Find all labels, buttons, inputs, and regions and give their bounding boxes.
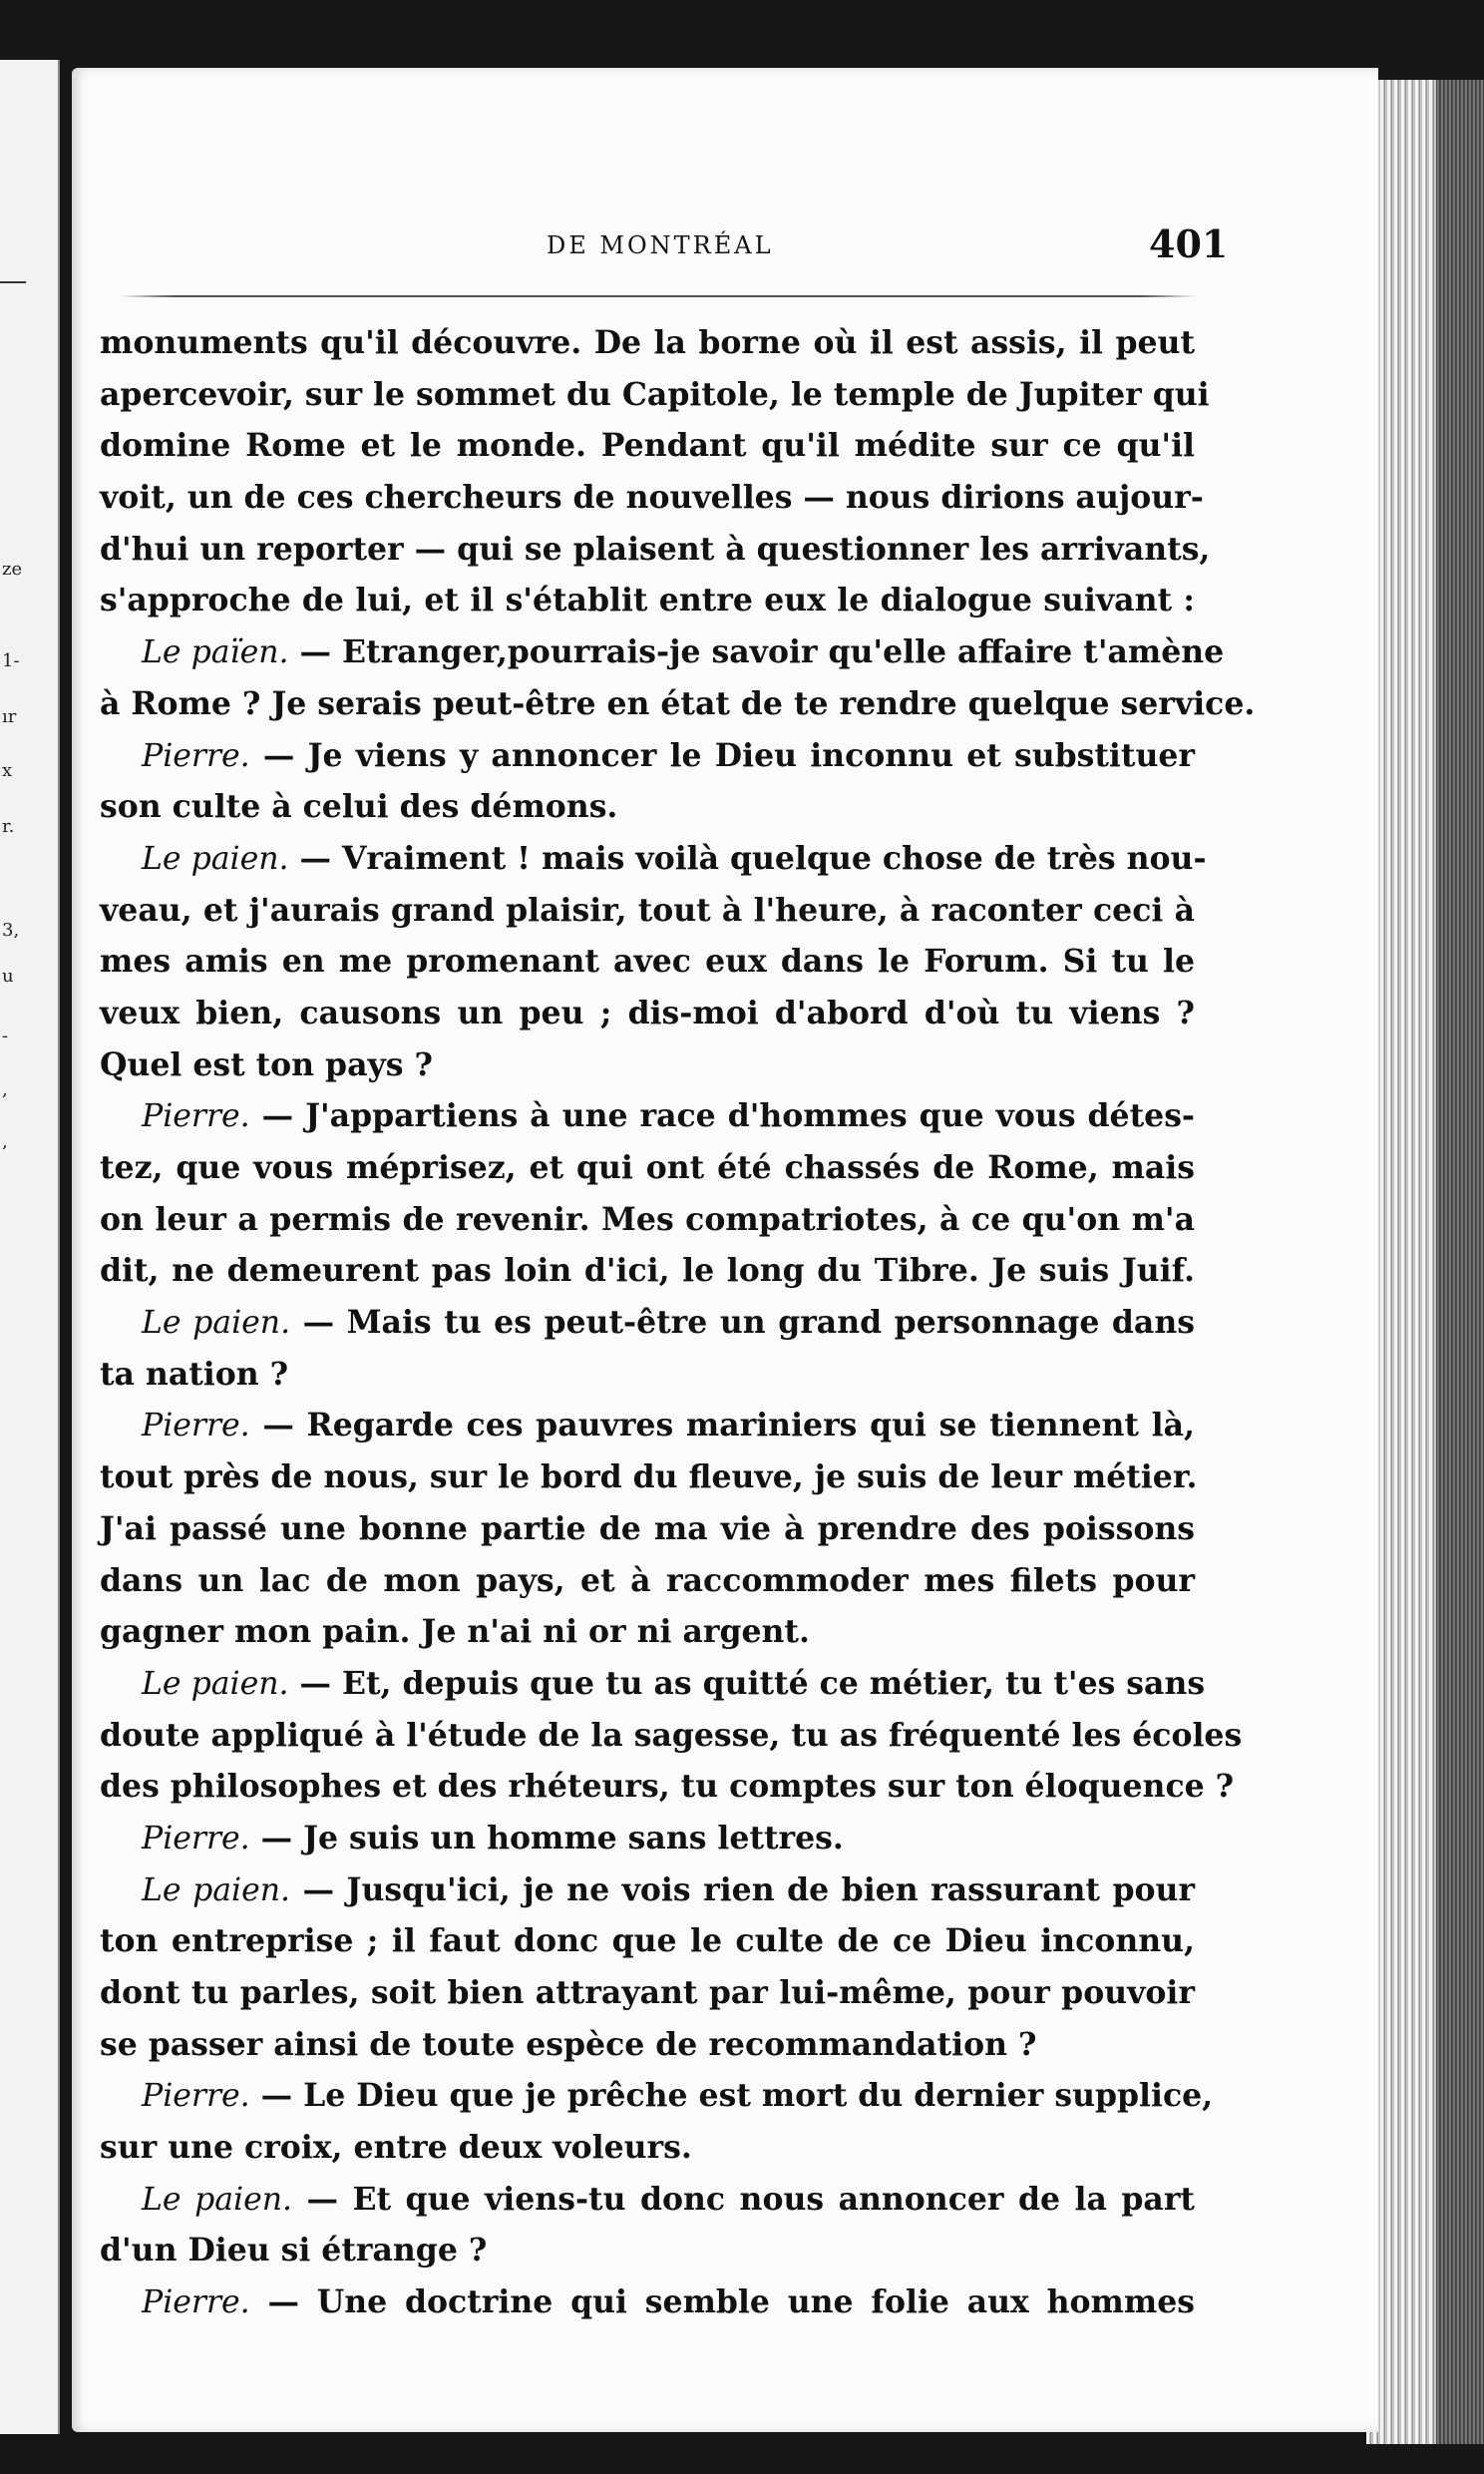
body-text bbox=[100, 317, 1256, 2328]
text-line bbox=[100, 936, 1195, 988]
line-text: se passer ainsi de toute espèce de recommandation ? bbox=[100, 2025, 1037, 2063]
line-text: dit, ne demeurent pas loin d'ici, le long du Tibre. Je suis Juif. bbox=[100, 1252, 1195, 1290]
line-text: — J'appartiens à une race d'hommes que vous détes- bbox=[249, 1097, 1195, 1135]
text-line bbox=[100, 2122, 1195, 2174]
text-line bbox=[100, 369, 1210, 421]
line-text: apercevoir, sur le sommet du Capitole, le temple de Jupiter qui bbox=[100, 375, 1210, 413]
text-line bbox=[100, 1864, 1195, 1916]
line-text: gagner mon pain. Je n'ai ni or ni argent. bbox=[100, 1613, 810, 1651]
line-text: — Je suis un homme sans lettres. bbox=[249, 1819, 844, 1856]
text-line bbox=[100, 420, 1195, 472]
speaker-name: Pierre. bbox=[142, 1408, 250, 1444]
previous-page-fragment: , bbox=[2, 1079, 8, 1100]
page-edges-shadow bbox=[1436, 80, 1484, 2444]
previous-page-fragment: - bbox=[2, 1026, 9, 1046]
running-head: DE MONTRÉAL bbox=[547, 231, 774, 259]
previous-page-edge bbox=[0, 60, 60, 2434]
speaker-name: Pierre. bbox=[142, 737, 250, 774]
header-rule bbox=[120, 295, 1197, 297]
text-line bbox=[100, 2276, 1195, 2328]
line-text: voit, un de ces chercheurs de nouvelles — nous dirions aujour- bbox=[100, 479, 1204, 517]
line-text: Quel est ton pays ? bbox=[100, 1045, 433, 1083]
speaker-name: Pierre. bbox=[142, 2078, 250, 2115]
line-text: tez, que vous méprisez, et qui ont été chassés de Rome, mais bbox=[100, 1149, 1195, 1186]
previous-page-fragment: x bbox=[2, 760, 13, 781]
text-line bbox=[100, 2225, 1195, 2276]
text-line bbox=[100, 1142, 1195, 1194]
line-text: — Je viens y annoncer le Dieu inconnu et substituer bbox=[249, 736, 1195, 774]
speaker-name: Pierre. bbox=[142, 1098, 250, 1135]
speaker-name: Le paien. bbox=[142, 1665, 289, 1702]
text-line bbox=[100, 524, 1211, 576]
text-line bbox=[100, 2070, 1214, 2122]
speaker-name: Le païen. bbox=[142, 634, 289, 671]
line-text: s'approche de lui, et il s'établit entre eux le dialogue suivant : bbox=[100, 582, 1195, 619]
text-line bbox=[100, 833, 1207, 885]
line-text: ton entreprise ; il faut donc que le culte de ce Dieu inconnu, bbox=[100, 1922, 1195, 1960]
line-text: — Le Dieu que je prêche est mort du dernier supplice, bbox=[249, 2077, 1214, 2115]
text-line bbox=[100, 2174, 1195, 2226]
line-text: tout près de nous, sur le bord du fleuve, je suis de leur métier. bbox=[100, 1458, 1198, 1496]
line-text: J'ai passé une bonne partie de ma vie à prendre des poissons bbox=[100, 1509, 1195, 1547]
text-line bbox=[100, 2019, 1195, 2071]
text-line bbox=[100, 1451, 1198, 1503]
line-text: à Rome ? Je serais peut-être en état de te rendre quelque service. bbox=[100, 684, 1256, 722]
page-number: 401 bbox=[1149, 221, 1229, 266]
text-line bbox=[100, 1658, 1206, 1710]
line-text: d'hui un reporter — qui se plaisent à questionner les arrivants, bbox=[100, 530, 1211, 568]
line-text: — Jusqu'ici, je ne vois rien de bien rassurant pour bbox=[290, 1870, 1195, 1908]
previous-page-fragment: u bbox=[2, 966, 14, 987]
previous-page-fragment: 3, bbox=[2, 920, 20, 941]
line-text: d'un Dieu si étrange ? bbox=[100, 2232, 488, 2269]
line-text: veau, et j'aurais grand plaisir, tout à l'heure, à raconter ceci à bbox=[100, 891, 1195, 929]
text-line bbox=[100, 885, 1195, 937]
line-text: domine Rome et le monde. Pendant qu'il médite sur ce qu'il bbox=[100, 427, 1195, 465]
text-line bbox=[100, 317, 1195, 369]
text-line bbox=[100, 1915, 1195, 1967]
speaker-name: Le paien. bbox=[142, 1871, 291, 1908]
text-line bbox=[100, 1967, 1195, 2019]
speaker-name: Le paien. bbox=[142, 1305, 291, 1342]
text-line bbox=[100, 575, 1195, 626]
line-text: — Regarde ces pauvres mariniers qui se tiennent là, bbox=[249, 1407, 1195, 1444]
text-line bbox=[100, 1710, 1243, 1762]
text-line bbox=[100, 988, 1195, 1039]
text-line bbox=[100, 1245, 1195, 1297]
speaker-name: Le paien. bbox=[142, 840, 289, 877]
line-text: doute appliqué à l'étude de la sagesse, tu as fréquenté les écoles bbox=[100, 1716, 1243, 1754]
previous-page-fragment: r. bbox=[2, 816, 15, 837]
text-line bbox=[100, 1194, 1195, 1246]
text-line bbox=[100, 730, 1195, 782]
line-text: mes amis en me promenant avec eux dans le Forum. Si tu le bbox=[100, 943, 1195, 981]
line-text: des philosophes et des rhéteurs, tu comptes sur ton éloquence ? bbox=[100, 1768, 1235, 1806]
line-text: veux bien, causons un peu ; dis-moi d'abord d'où tu viens ? bbox=[100, 994, 1195, 1031]
text-line bbox=[100, 1297, 1195, 1349]
text-line bbox=[100, 472, 1204, 524]
line-text: — Etranger,pourrais-je savoir qu'elle affaire t'amène bbox=[288, 633, 1225, 671]
text-line bbox=[100, 1555, 1195, 1607]
line-text: — Vraiment ! mais voilà quelque chose de très nou- bbox=[288, 839, 1207, 877]
text-line bbox=[100, 1400, 1195, 1451]
text-line bbox=[100, 781, 1195, 833]
text-line bbox=[100, 678, 1256, 730]
line-text: — Et, depuis que tu as quitté ce métier, tu t'es sans bbox=[288, 1664, 1206, 1702]
text-line bbox=[100, 1813, 1195, 1864]
line-text: ta nation ? bbox=[100, 1355, 289, 1393]
line-text: on leur a permis de revenir. Mes compatriotes, à ce qu'on m'a bbox=[100, 1200, 1195, 1238]
line-text: — Mais tu es peut-être un grand personnage dans bbox=[290, 1304, 1195, 1342]
text-line bbox=[100, 1761, 1235, 1813]
line-text: — Une doctrine qui semble une folie aux hommes bbox=[249, 2283, 1195, 2321]
text-line bbox=[100, 626, 1225, 678]
text-line bbox=[100, 1503, 1195, 1555]
speaker-name: Pierre. bbox=[142, 1820, 250, 1856]
previous-page-fragment: , bbox=[2, 1131, 8, 1152]
line-text: — Et que viens-tu donc nous annoncer de la part bbox=[292, 2180, 1195, 2218]
text-line bbox=[100, 1039, 1195, 1091]
line-text: dont tu parles, soit bien attrayant par lui-même, pour pouvoir bbox=[100, 1974, 1195, 2011]
previous-page-fragment: 1- bbox=[2, 650, 20, 671]
text-line bbox=[100, 1606, 1195, 1658]
text-line bbox=[100, 1090, 1195, 1142]
line-text: son culte à celui des démons. bbox=[100, 788, 618, 826]
line-text: monuments qu'il découvre. De la borne où il est assis, il peut bbox=[100, 324, 1195, 361]
previous-page-rule bbox=[0, 281, 26, 283]
speaker-name: Le paien. bbox=[142, 2181, 293, 2218]
previous-page-fragment: ze bbox=[2, 559, 23, 580]
speaker-name: Pierre. bbox=[142, 2284, 250, 2321]
line-text: sur une croix, entre deux voleurs. bbox=[100, 2129, 692, 2167]
previous-page-fragment: ır bbox=[2, 706, 17, 727]
text-line bbox=[100, 1349, 1195, 1401]
line-text: dans un lac de mon pays, et à raccommoder mes filets pour bbox=[100, 1561, 1195, 1599]
